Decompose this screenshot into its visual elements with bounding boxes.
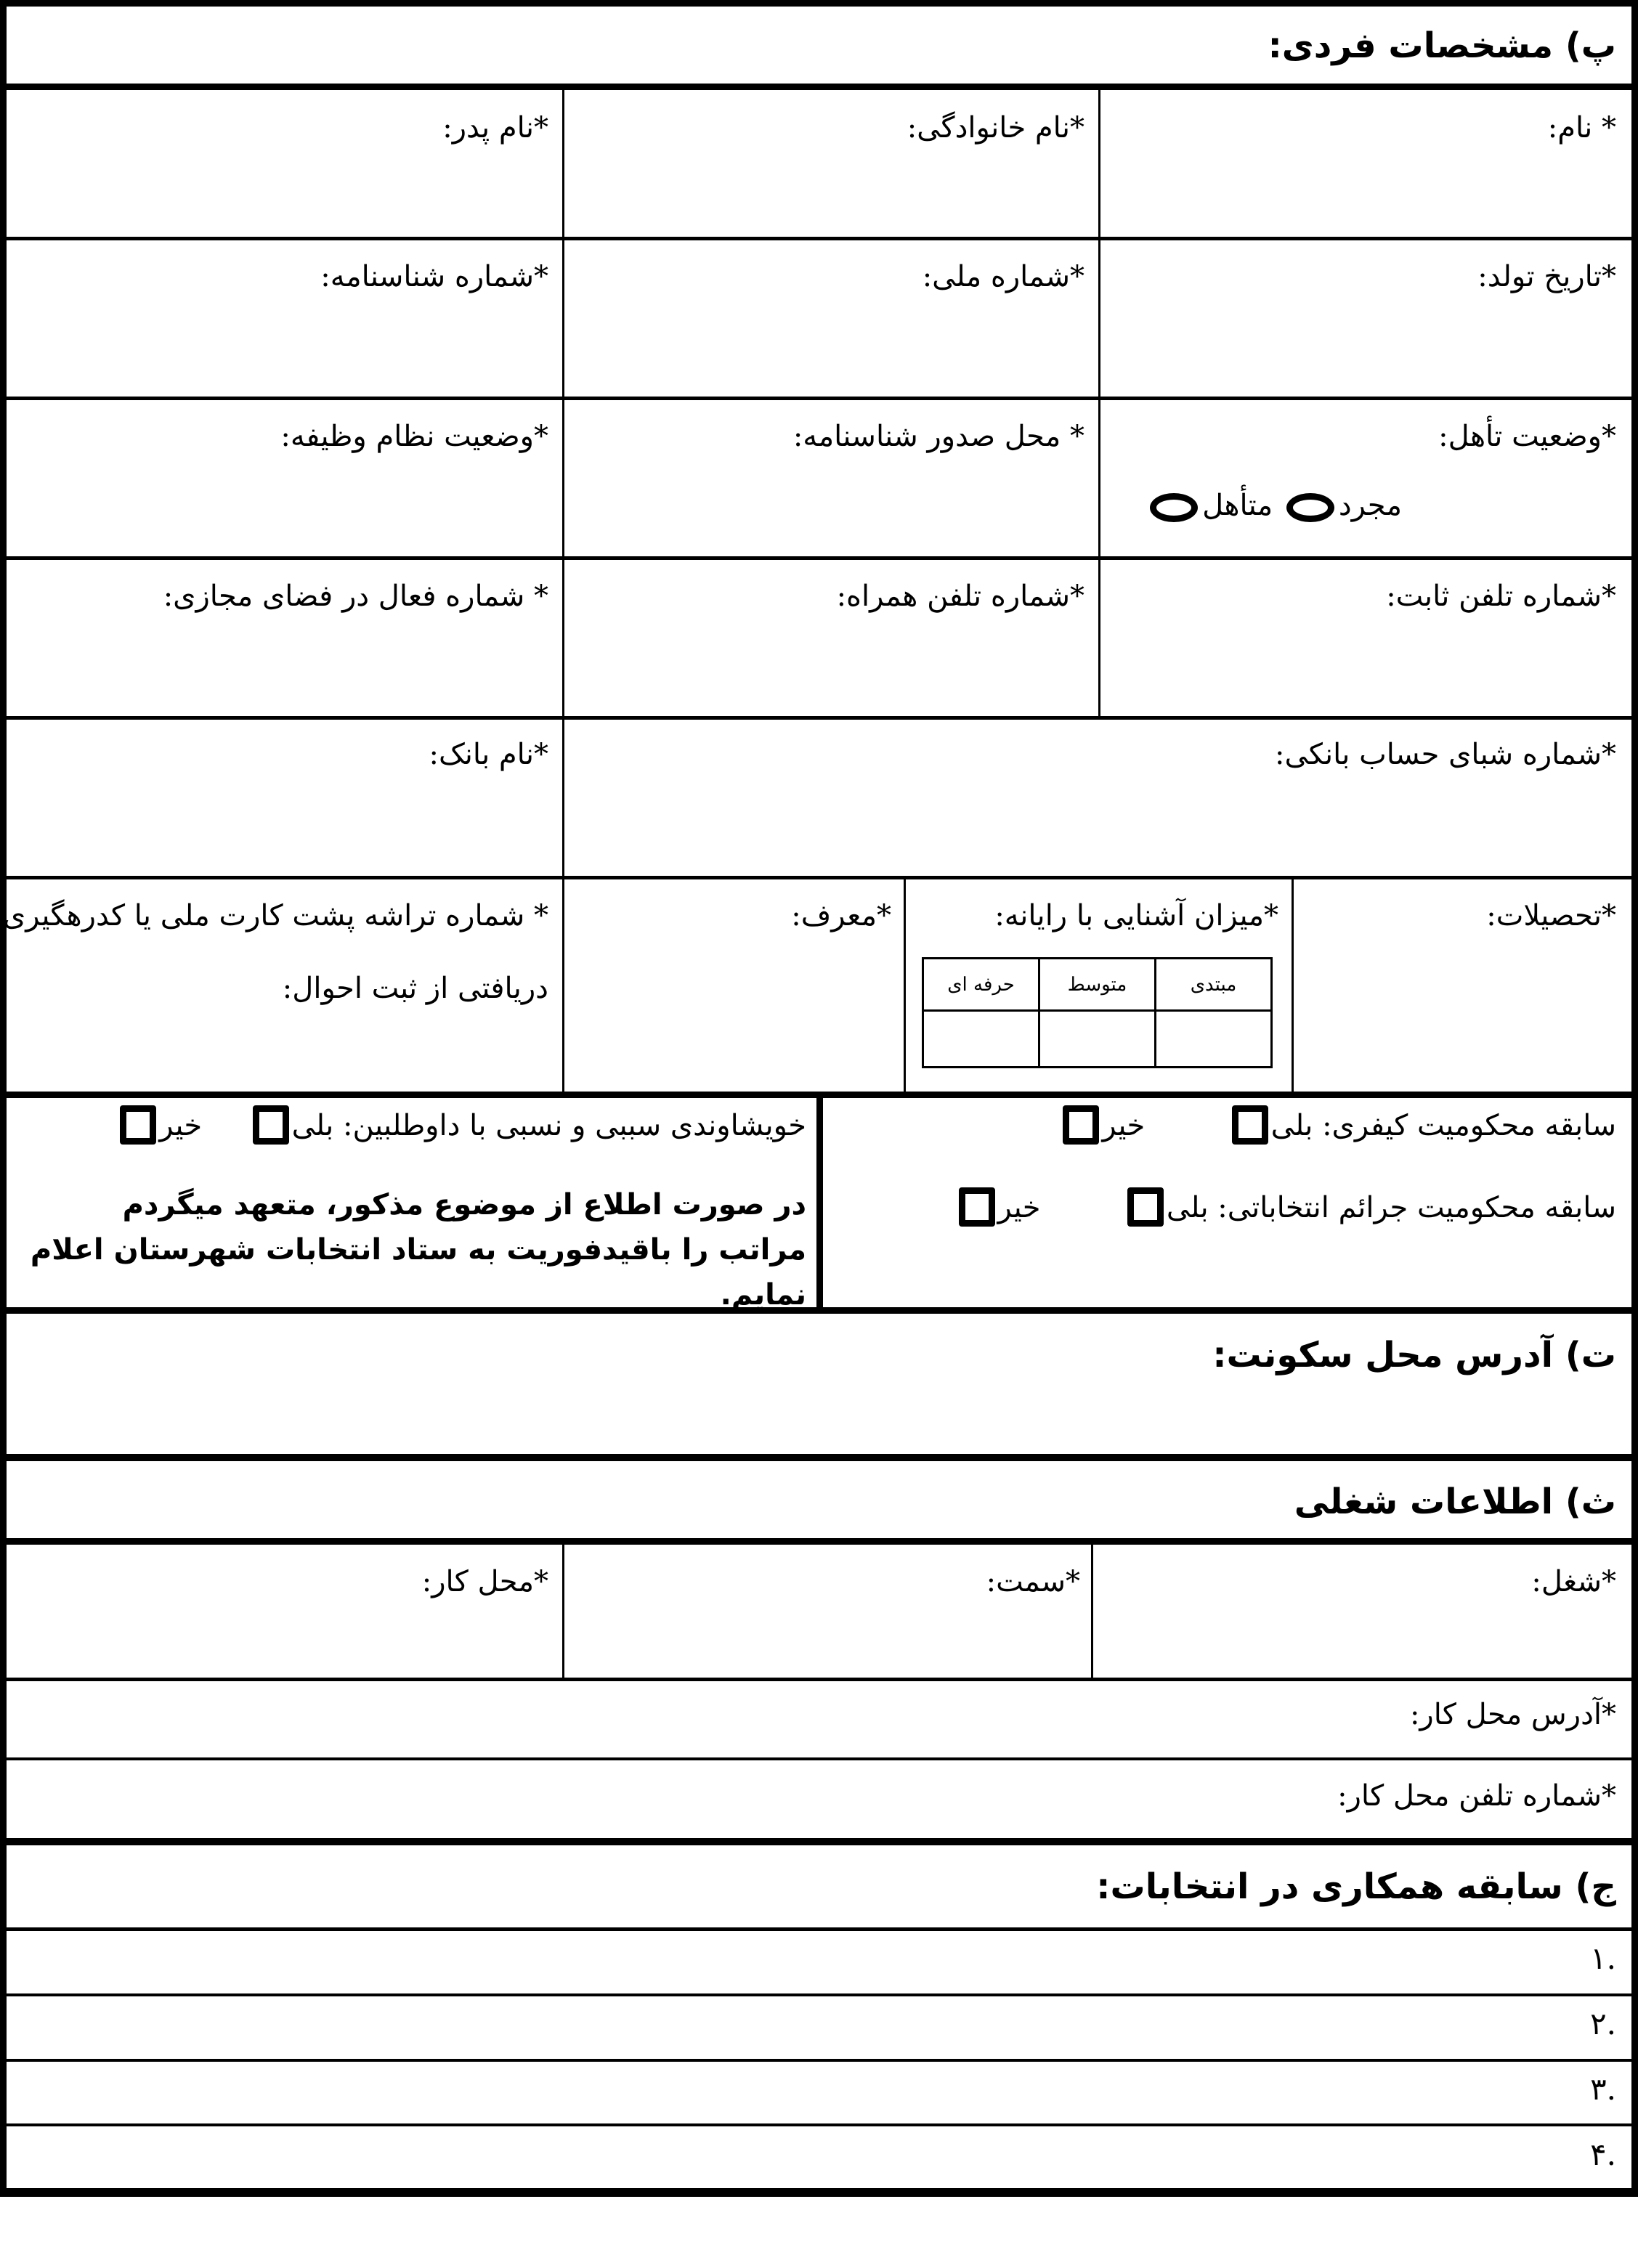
divider: [0, 1927, 1638, 1931]
section-title-personal: پ) مشخصات فردی:: [1268, 25, 1616, 66]
skill-beginner-cell[interactable]: [1156, 1011, 1272, 1068]
education-field[interactable]: *تحصیلات:: [1486, 899, 1616, 932]
mobile-field[interactable]: *شماره تلفن همراه:: [836, 580, 1084, 613]
divider: [0, 1678, 1638, 1681]
divider: [0, 1838, 1638, 1845]
divider: [0, 556, 1638, 560]
last-name-field[interactable]: *نام خانوادگی:: [907, 111, 1084, 145]
column-divider: [816, 1097, 823, 1309]
skill-intermediate-cell[interactable]: [1039, 1011, 1156, 1068]
marital-status-label: *وضعیت تأهل:: [1438, 420, 1616, 453]
relation-label: خویشاوندی سببی و نسبی با داوطلبین:: [343, 1109, 806, 1142]
work-address-field[interactable]: *آدرس محل کار:: [1409, 1698, 1616, 1731]
column-divider: [1091, 1544, 1093, 1679]
section-title-address[interactable]: ت) آدرس محل سکونت:: [1212, 1335, 1616, 1375]
divider: [0, 876, 1638, 879]
relation-no-checkbox[interactable]: [120, 1105, 156, 1145]
criminal-record-row: [1060, 1105, 1616, 1145]
virtual-number-field[interactable]: * شماره فعال در فضای مجازی:: [163, 580, 548, 613]
election-history-item-1[interactable]: .۱: [1590, 1940, 1616, 1976]
occupation-field[interactable]: *شغل:: [1531, 1565, 1616, 1598]
bank-name-field[interactable]: *نام بانک:: [429, 738, 548, 771]
card-serial-label-line2: دریافتی از ثبت احوال:: [282, 972, 548, 1005]
national-id-field[interactable]: *شماره ملی:: [922, 260, 1084, 293]
criminal-no-checkbox[interactable]: [1063, 1105, 1099, 1145]
married-option-label: متأهل: [1202, 489, 1273, 522]
criminal-yes-checkbox[interactable]: [1232, 1105, 1268, 1145]
referrer-field[interactable]: *معرف:: [791, 899, 891, 932]
work-phone-field[interactable]: *شماره تلفن محل کار:: [1337, 1779, 1616, 1813]
skill-professional-cell[interactable]: [923, 1011, 1039, 1068]
relation-row: [117, 1105, 806, 1145]
election-crime-row: [956, 1187, 1616, 1227]
criminal-yes-label: بلی: [1270, 1109, 1313, 1142]
election-crime-yes-label: بلی: [1166, 1191, 1209, 1224]
id-number-field[interactable]: *شماره شناسنامه:: [320, 260, 548, 293]
military-status-field[interactable]: *وضعیت نظام وظیفه:: [280, 420, 548, 453]
divider: [0, 237, 1638, 240]
column-divider: [904, 879, 906, 1093]
divider: [0, 397, 1638, 400]
election-history-item-4[interactable]: .۴: [1590, 2137, 1616, 2172]
card-serial-label-line1: * شماره تراشه پشت کارت ملی یا کدرهگیری: [3, 899, 548, 932]
skill-intermediate-header: متوسط: [1039, 959, 1156, 1011]
column-divider: [562, 1544, 564, 1679]
divider: [0, 1454, 1638, 1461]
election-crime-label: سابقه محکومیت جرائم انتخاباتی:: [1217, 1191, 1616, 1224]
divider: [0, 84, 1638, 90]
single-option-label: مجرد: [1338, 489, 1402, 522]
divider: [0, 1757, 1638, 1760]
column-divider: [1098, 90, 1100, 718]
id-issue-place-field[interactable]: * محل صدور شناسنامه:: [792, 420, 1084, 453]
column-divider: [562, 90, 564, 1094]
married-radio[interactable]: [1150, 493, 1198, 522]
section-title-job: ث) اطلاعات شغلی: [1294, 1481, 1616, 1522]
pledge-text: در صورت اطلاع از موضوع مذکور، متعهد میگردم مراتب را باقیدفوریت به ستاد انتخابات شهرستان اعلام نمایم.: [30, 1188, 806, 1312]
criminal-no-label: خیر: [1102, 1109, 1146, 1142]
election-crime-yes-checkbox[interactable]: [1127, 1187, 1164, 1227]
election-crime-no-checkbox[interactable]: [959, 1187, 995, 1227]
divider: [0, 2059, 1638, 2062]
father-name-field[interactable]: *نام پدر:: [442, 111, 548, 145]
criminal-record-label: سابقه محکومیت کیفری:: [1322, 1109, 1616, 1142]
divider: [0, 1993, 1638, 1996]
position-field[interactable]: *سمت:: [986, 1565, 1080, 1598]
computer-skill-label: *میزان آشنایی با رایانه:: [994, 899, 1278, 932]
computer-skill-table: [922, 957, 1273, 1068]
relation-yes-label: بلی: [291, 1109, 334, 1142]
skill-beginner-header: مبتدی: [1156, 959, 1272, 1011]
workplace-field[interactable]: *محل کار:: [421, 1565, 548, 1598]
column-divider: [1292, 879, 1294, 1093]
birth-date-field[interactable]: *تاریخ تولد:: [1477, 260, 1616, 293]
relation-yes-checkbox[interactable]: [253, 1105, 289, 1145]
divider: [0, 1538, 1638, 1545]
election-history-item-2[interactable]: .۲: [1590, 2006, 1616, 2041]
first-name-field[interactable]: * نام:: [1547, 111, 1616, 145]
relation-no-label: خیر: [159, 1109, 203, 1142]
divider: [0, 2123, 1638, 2126]
section-title-election-history: ج) سابقه همکاری در انتخابات:: [1096, 1866, 1616, 1907]
marital-options: [1146, 487, 1402, 524]
sheba-field[interactable]: *شماره شبای حساب بانکی:: [1275, 738, 1616, 771]
election-crime-no-label: خیر: [997, 1191, 1041, 1224]
single-radio[interactable]: [1286, 493, 1334, 522]
skill-professional-header: حرفه ای: [923, 959, 1039, 1011]
election-history-item-3[interactable]: .۳: [1590, 2071, 1616, 2107]
divider: [0, 716, 1638, 720]
landline-field[interactable]: *شماره تلفن ثابت:: [1386, 580, 1616, 613]
